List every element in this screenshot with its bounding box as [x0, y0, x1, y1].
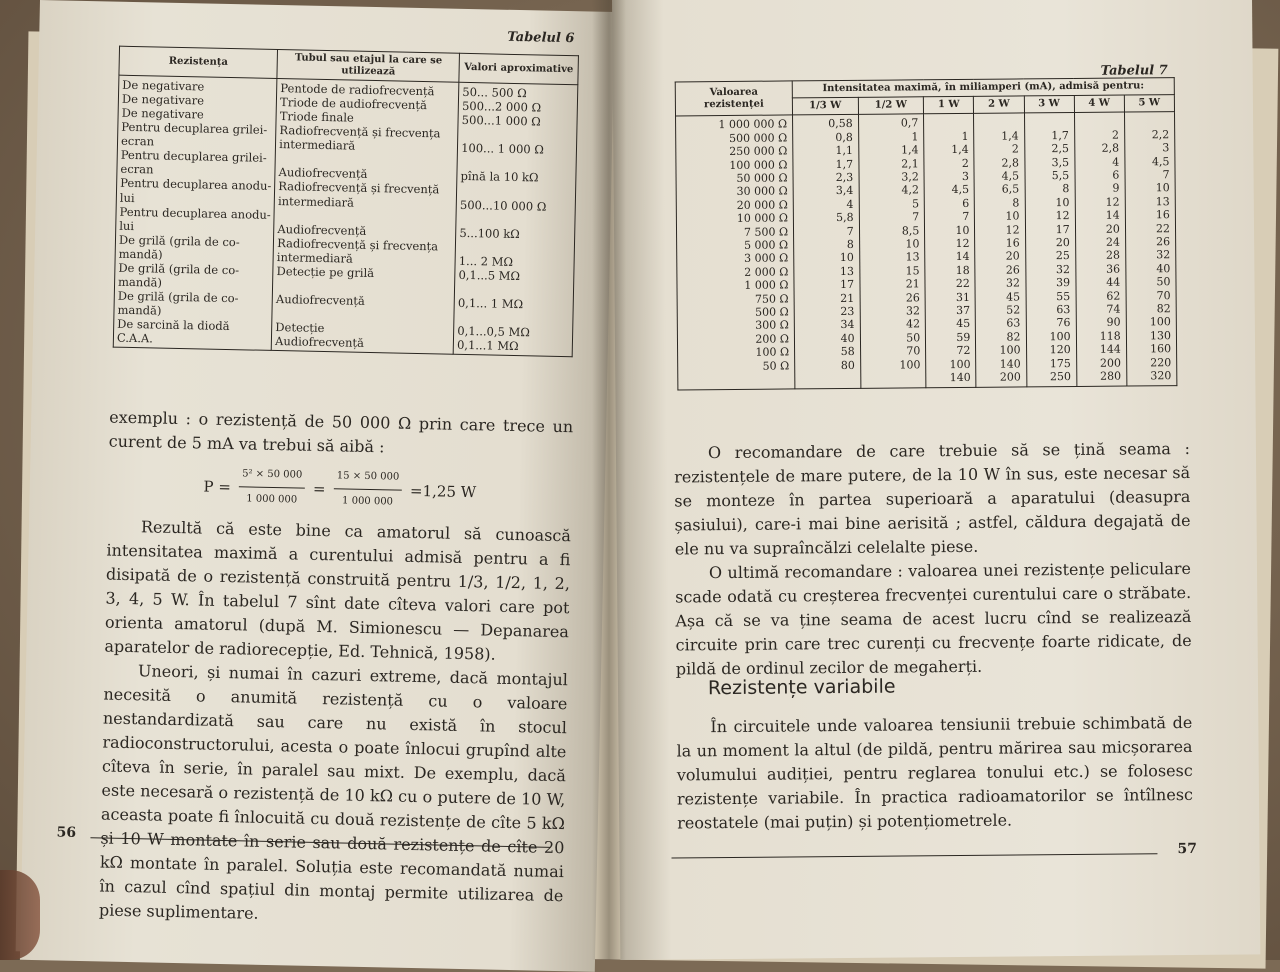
table7-cell: 6 — [1112, 168, 1120, 182]
table7-cell: 18 — [955, 263, 970, 277]
table7-cell: 140 — [949, 370, 971, 385]
table7-cell: 2 — [1111, 128, 1120, 142]
table7-cell: 200 — [1099, 356, 1122, 370]
table7-cell: 23 — [840, 304, 855, 319]
table6-resistance-line: De negativare — [121, 106, 204, 122]
table7-cell: 7 — [962, 210, 970, 224]
table6-col-resistance — [113, 76, 277, 351]
table7-cell: 32 — [1005, 276, 1021, 290]
table6-col-stage — [271, 79, 459, 354]
table7-cell: 1 000 000 Ω — [718, 117, 788, 132]
right-page — [612, 0, 1260, 960]
table7-cell: 220 — [1150, 355, 1172, 370]
table7-cell: 59 — [956, 330, 971, 344]
table7-cell: 3 — [1162, 141, 1170, 155]
table7-cell: 34 — [840, 318, 855, 332]
table7-cell: 7 — [912, 210, 920, 224]
table7-power-header: 3 W — [1024, 96, 1074, 114]
table6-stage-line: Radiofrecvență și frecvență — [278, 179, 440, 197]
table7-cell: 2,1 — [901, 156, 919, 171]
table7-cell: 10 — [1005, 209, 1020, 223]
table7-cell — [1128, 115, 1169, 129]
table7-col-current — [1124, 112, 1177, 386]
table7-cell: 31 — [955, 290, 971, 304]
table6-value-line: 0,1...0,5 MΩ — [457, 323, 531, 339]
table7-cell: 58 — [840, 345, 855, 359]
table7-col-current — [793, 115, 861, 389]
table7-cell: 118 — [1099, 329, 1121, 343]
table6-resistance-line: Pentru decuplarea anodu- — [119, 204, 271, 222]
table7-cell: 39 — [1056, 276, 1071, 290]
table7-cell — [1028, 115, 1069, 129]
table6-stage-line: Pentode de radiofrecvență — [280, 81, 435, 99]
table6-resistance-line: mandă) — [117, 274, 163, 290]
table6-header-2: Tubul sau etajul la care se utilizează — [277, 49, 460, 82]
formula-fraction-1 — [238, 462, 305, 512]
table7-data-row — [676, 112, 1177, 389]
table6-stage-line: intermediară — [279, 137, 356, 154]
table7-header-resistance: Valoarea rezistenței — [675, 81, 792, 116]
table7-cell: 50 000 Ω — [736, 171, 788, 185]
table6-resistance-line: De grilă (grila de co- — [117, 288, 239, 305]
table7-cell: 0,7 — [900, 116, 919, 130]
table7-cell: 72 — [956, 344, 971, 358]
table7-cell: 120 — [1049, 343, 1071, 357]
section-heading: Rezistențe variabile — [707, 675, 896, 700]
table6-value-line: 5...100 kΩ — [459, 225, 520, 241]
table6-resistance-line: De sarcină la diodă — [117, 316, 230, 333]
table7-cell: 10 — [955, 223, 970, 237]
table7-cell: 10 — [1155, 181, 1170, 195]
table7-cell: 4,5 — [1151, 154, 1170, 168]
table6-value-line: 0,1...1 MΩ — [456, 337, 519, 353]
table7-cell: 300 Ω — [755, 318, 789, 333]
table6-value-line: 0,1...5 MΩ — [458, 267, 521, 283]
table7-cell: 2 000 Ω — [744, 265, 789, 279]
table6-header-1: Rezistența — [119, 46, 278, 79]
table7-col-current — [1024, 113, 1077, 387]
table7-cell: 4 — [1112, 155, 1120, 169]
table7-cell: 14 — [955, 250, 970, 264]
table7-power-header: 4 W — [1074, 95, 1124, 113]
table7-cell: 24 — [1105, 235, 1120, 249]
table7-cell: 74 — [1106, 302, 1121, 316]
table7-cell: 4,5 — [1001, 169, 1020, 183]
table7-cell: 280 — [1100, 369, 1122, 383]
table7-cell: 8 — [846, 237, 854, 251]
table7-cell: 20 — [1005, 249, 1020, 264]
table7-cell — [927, 116, 968, 130]
table7-col-resistance — [676, 115, 795, 389]
table7-cell: 22 — [955, 277, 970, 291]
table7-cell: 50 Ω — [762, 359, 790, 373]
table7-cell: 63 — [1006, 316, 1021, 331]
table6-value-line: 50... 500 Ω — [462, 85, 527, 101]
table7-cell: 9 — [1112, 181, 1120, 196]
table7-cell: 8 — [1062, 182, 1070, 196]
left-para-3: Uneori, și numai în cazuri extreme, dacă montajul necesită o anumită rezistență cu o valoare nestandardizată sau care nu există în stocul radioconstructorului, acesta o poate înlocui grupînd alte cîteva în serie, în paralel sau mixt. De exemplu, dacă este necesară o rezistență de 10 kΩ cu o putere de 10 W, aceasta poate fi înlocuită cu două rezistențe de cîte 5 kΩ și 10 W montate în serie sau două rezistențe de cîte 20 kΩ montate în paralel. Soluția este recomandată numai în cazul cînd spațiul din montaj permite utilizarea de piese suplimentare. — [98, 661, 569, 923]
table7-cell: 36 — [1106, 262, 1121, 276]
table7-power-header: 1/2 W — [858, 97, 924, 115]
table7-cell: 1,4 — [901, 143, 919, 157]
table7-cell: 20 — [1055, 236, 1070, 250]
table7-cell: 200 Ω — [755, 332, 790, 346]
table6-header-3: Valori aproximative — [459, 53, 578, 85]
table6-stage-line: Audiofrecvență — [277, 221, 367, 238]
formula-frac1-denominator: 1 000 000 — [246, 493, 298, 506]
table7-cell: 1,4 — [1001, 129, 1019, 143]
table7-power-header: 1 W — [924, 97, 974, 115]
right-text — [674, 437, 1192, 681]
table7-cell: 2,3 — [835, 170, 854, 185]
table7-cell: 15 — [905, 264, 920, 278]
table7-cell: 40 — [840, 331, 855, 345]
left-para-2: Rezultă că este bine ca amatorul să cunoască intensitatea maximă a curentului admisă pentru a fi disipată de o rezistență construită pentru 1/3, 1/2, 1, 2, 3, 4, 5 W. În tabelul 7 sînt date cîteva valori care pot orienta amatorul (după M. Simionescu — Depanarea aparatelor de radiorecepție, Ed. Tehnică, 1958). — [104, 517, 572, 664]
table7-cell: 2,8 — [1001, 156, 1020, 170]
table7-col-current — [1074, 112, 1127, 386]
table7-cell: 52 — [1006, 303, 1021, 317]
table7-header-span: Intensitatea maximă, în miliamperi (mA), admisă pentru: — [792, 78, 1174, 99]
formula-frac2-denominator: 1 000 000 — [341, 495, 394, 508]
table6-stage-line: Audiofrecvență — [274, 333, 365, 350]
table6-value-line: pînă la 10 kΩ — [460, 169, 539, 185]
table7-cell: 0,8 — [835, 130, 853, 144]
table7-cell: 26 — [905, 290, 920, 305]
table7-cell: 175 — [1049, 356, 1071, 370]
table7-cell: 62 — [1106, 289, 1121, 303]
table7-cell: 4,5 — [951, 183, 970, 197]
table7-cell: 13 — [839, 264, 855, 278]
table7-cell: 0,58 — [828, 117, 853, 131]
table6-stage-line: Audiofrecvență — [278, 165, 368, 182]
table7-caption: Tabelul 7 — [1100, 63, 1168, 79]
table7-cell: 90 — [1106, 316, 1121, 330]
table7-cell: 22 — [1155, 221, 1171, 235]
left-text — [99, 406, 574, 933]
table7-cell: 10 — [1055, 195, 1070, 209]
table7-cell — [798, 372, 855, 386]
table7-cell: 1,7 — [1051, 128, 1069, 142]
table7-cell: 3 000 Ω — [744, 251, 789, 266]
table6-resistance-line: Pentru decuplarea grilei- — [121, 120, 268, 138]
table7-cell: 100 Ω — [755, 345, 790, 360]
table7-cell: 100 — [1149, 315, 1171, 329]
table7-cell: 1 — [961, 129, 969, 143]
footer-rule-right — [671, 853, 1157, 858]
table7-cell: 3,4 — [835, 184, 854, 198]
page-number-right: 57 — [1177, 840, 1197, 858]
table7-power-header: 1/3 W — [792, 98, 858, 116]
table7-cell: 6,5 — [1001, 182, 1020, 197]
table6-stage-line: Detecție pe grilă — [276, 263, 375, 280]
table7-cell: 32 — [905, 304, 921, 318]
table6-resistance-line: Pentru decuplarea grilei- — [120, 148, 267, 166]
formula-lhs: P = — [203, 477, 232, 496]
table7-cell: 140 — [999, 357, 1021, 371]
formula-result: =1,25 W — [409, 481, 477, 501]
table6-resistance-line: De grilă (grila de co- — [118, 232, 240, 249]
table7-cell: 5,5 — [1051, 169, 1070, 183]
table7-cell: 130 — [1149, 329, 1172, 343]
table7-cell: 8,5 — [901, 223, 920, 238]
table7-cell: 1,4 — [951, 143, 969, 157]
table7-cell: 5 000 Ω — [743, 238, 789, 252]
table6-resistance-line: mandă) — [117, 302, 162, 318]
table6-value-line: 500...1 000 Ω — [461, 113, 541, 129]
table7-cell: 2 — [961, 156, 969, 170]
table6-resistance-line: Pentru decuplarea anodu- — [120, 176, 272, 194]
table7-cell: 2,8 — [1101, 141, 1120, 155]
right-para-2: O ultimă recomandare : valoarea unei rezistențe peliculare scade odată cu creșterea frecvenței curentului care o străbate. Așa că se va ține seama de acest lucru cînd se realizează circuite prin care trec curenți cu frecvențe foarte ridicate, de pildă de ordinul zecilor de megaherți. — [675, 558, 1192, 679]
table7-cell: 250 000 Ω — [729, 144, 788, 159]
table7 — [675, 77, 1178, 390]
table7-cell: 100 — [899, 358, 921, 372]
table6-col-values — [453, 83, 577, 357]
table7-cell: 750 Ω — [754, 292, 789, 306]
table7-cell: 1 000 Ω — [744, 278, 789, 293]
table7-cell: 14 — [1105, 208, 1120, 222]
table6-value-line: 1... 2 MΩ — [458, 253, 514, 269]
table6-resistance-line: ecran — [120, 134, 155, 149]
table6 — [113, 46, 579, 357]
table7-col-current — [974, 113, 1027, 387]
table7-cell: 13 — [1155, 194, 1170, 209]
table6-resistance-line: lui — [119, 218, 135, 233]
table7-cell: 7 500 Ω — [743, 225, 789, 239]
table7-cell: 20 — [1105, 222, 1120, 236]
table7-cell: 80 — [840, 358, 855, 372]
table6-value-line: 500...10 000 Ω — [459, 197, 547, 214]
table7-cell: 55 — [1056, 289, 1071, 303]
table7-cell — [977, 116, 1018, 130]
table7-cell: 45 — [1006, 290, 1021, 304]
table7-cell: 70 — [906, 344, 921, 358]
table7-cell: 28 — [1105, 249, 1121, 263]
table7-cell: 12 — [1105, 195, 1120, 209]
table7-cell: 6 — [962, 196, 970, 210]
table7-cell: 63 — [1056, 303, 1071, 317]
table7-cell: 200 — [999, 370, 1021, 384]
table7-cell: 21 — [840, 291, 855, 305]
table7-cell: 160 — [1150, 342, 1172, 356]
table7-cell: 32 — [1156, 248, 1171, 262]
right-para-1: O recomandare de care trebuie să se țină seama : rezistențele de mare putere, de la 10 W în sus, este necesar să se monteze în partea superioară a aparatului (deasupra șasiului), care-i mai bine aerisită ; astfel, căldura degajată de ele nu va supraîncălzi celelalte piese. — [674, 438, 1191, 559]
table7-cell: 100 000 Ω — [729, 158, 788, 172]
table7-cell: 42 — [906, 317, 921, 331]
table7-cell: 2 — [1011, 142, 1019, 156]
table7-cell: 32 — [1055, 262, 1071, 276]
book-gutter — [592, 0, 626, 960]
table6-resistance-line: De negativare — [122, 78, 205, 94]
table7-cell: 1 — [911, 130, 919, 144]
table7-cell: 500 Ω — [755, 305, 789, 319]
table7-cell: 10 — [839, 251, 854, 265]
table6-resistance-line: C.A.A. — [116, 330, 154, 346]
table7-cell: 30 000 Ω — [736, 184, 788, 199]
table7-col-current — [924, 114, 977, 388]
table6-value-line: 0,1... 1 MΩ — [457, 295, 524, 311]
formula-frac1-numerator: 5² × 50 000 — [239, 462, 306, 488]
table7-cell: 17 — [1055, 222, 1070, 236]
left-page — [20, 0, 615, 972]
table7-cell: 100 — [1049, 329, 1071, 344]
table7-cell: 12 — [955, 236, 970, 251]
table7-cell: 5,8 — [835, 211, 854, 225]
table7-cell: 250 — [1049, 370, 1072, 384]
table7-cell: 7 — [1162, 168, 1170, 182]
table7-cell: 100 — [949, 357, 971, 371]
left-para-1: exemplu : o rezistență de 50 000 Ω prin care trece un curent de 5 mA va trebui să aibă : — [108, 407, 574, 457]
table6-stage-line: Radiofrecvență și frecvența — [277, 235, 439, 253]
table7-cell: 26 — [1156, 235, 1171, 249]
table7-cell: 12 — [1055, 209, 1070, 223]
table7-cell: 3,5 — [1051, 155, 1070, 169]
table7-cell: 20 000 Ω — [736, 198, 788, 212]
table6-value-line: 100... 1 000 Ω — [461, 141, 544, 158]
thumb — [0, 870, 40, 960]
table7-cell: 10 000 Ω — [736, 211, 788, 226]
table7-cell: 21 — [905, 277, 920, 291]
table7-cell: 70 — [1156, 288, 1171, 302]
table7-power-header: 5 W — [1124, 95, 1174, 113]
table6-resistance-line: De grilă (grila de co- — [118, 260, 240, 277]
table7-cell: 4,2 — [901, 183, 920, 197]
table6-stage-line: intermediară — [276, 249, 353, 266]
table7-cell: 50 — [1156, 275, 1171, 289]
table7-cell: 3,2 — [901, 170, 919, 184]
table7-cell: 76 — [1056, 316, 1071, 330]
table6-resistance-line: ecran — [120, 162, 154, 177]
table7-cell: 25 — [1055, 249, 1070, 263]
table7-cell: 17 — [840, 278, 855, 292]
table6-stage-line: Triode finale — [279, 109, 354, 126]
table7-cell: 4 — [846, 197, 854, 211]
table7-cell: 16 — [1005, 236, 1020, 250]
table7-cell: 50 — [906, 331, 921, 345]
table7-cell: 3 — [961, 169, 970, 183]
table7-cell: 1,1 — [835, 144, 854, 158]
power-formula — [107, 460, 572, 519]
table7-cell: 8 — [1012, 196, 1020, 210]
table7-cell — [681, 373, 789, 387]
table7-cell: 320 — [1150, 369, 1172, 383]
table7-cell: 37 — [956, 303, 971, 318]
table6-stage-line: Detecție — [275, 319, 325, 335]
table6-resistance-line: mandă) — [118, 246, 163, 262]
table6-stage-line: Triode de audiofrecvență — [279, 95, 428, 113]
table7-cell: 144 — [1099, 342, 1121, 357]
table7-cell: 82 — [1006, 330, 1021, 344]
formula-equals: = — [312, 479, 326, 498]
table7-cell: 100 — [999, 343, 1021, 357]
table6-stage-line: intermediară — [277, 193, 355, 210]
table6-stage-line: Radiofrecvență și frecvența — [279, 123, 441, 141]
table6-resistance-line: De negativare — [121, 92, 205, 108]
table7-cell: 500 000 Ω — [729, 131, 788, 145]
table7-cell: 40 — [1156, 261, 1171, 276]
table6-resistance-line: lui — [119, 190, 135, 205]
table7-cell: 82 — [1156, 302, 1171, 316]
table7-cell: 26 — [1005, 263, 1020, 277]
table7-cell: 44 — [1106, 275, 1121, 289]
table7-col-current — [858, 114, 926, 388]
table7-cell: 12 — [1005, 223, 1020, 237]
table7-cell: 2,5 — [1051, 142, 1070, 156]
page-number-left: 56 — [56, 824, 77, 841]
table6-value-line: 500...2 000 Ω — [461, 99, 542, 115]
table6-caption: Tabelul 6 — [507, 29, 575, 47]
table7-cell: 1,7 — [835, 157, 854, 171]
table7-power-header: 2 W — [974, 96, 1024, 114]
table6-stage-line: Audiofrecvență — [275, 291, 365, 308]
table7-cell: 2,2 — [1151, 127, 1170, 142]
table7-cell: 16 — [1155, 208, 1170, 222]
table7-cell: 7 — [846, 224, 854, 238]
formula-frac2-numerator: 15 × 50 000 — [334, 464, 403, 490]
table7-cell: 13 — [905, 250, 920, 264]
formula-fraction-2 — [333, 464, 402, 514]
table7-cell: 45 — [956, 317, 971, 331]
table7-cell: 10 — [905, 237, 920, 251]
table7-cell: 5 — [912, 197, 920, 211]
table7-cell — [864, 371, 921, 385]
right-text-2 — [676, 711, 1193, 835]
right-para-3: În circuitele unde valoarea tensiunii trebuie schimbată de la un moment la altul (de pildă, pentru mărirea sau micșorarea volumului audiției, pentru reglarea tonului etc.) se folosesc rezistențe variabile. În practica radioamatorilor se întîlnesc reostatele (mai puțin) și potențiometrele. — [676, 712, 1194, 833]
table7-cell — [1078, 115, 1119, 129]
